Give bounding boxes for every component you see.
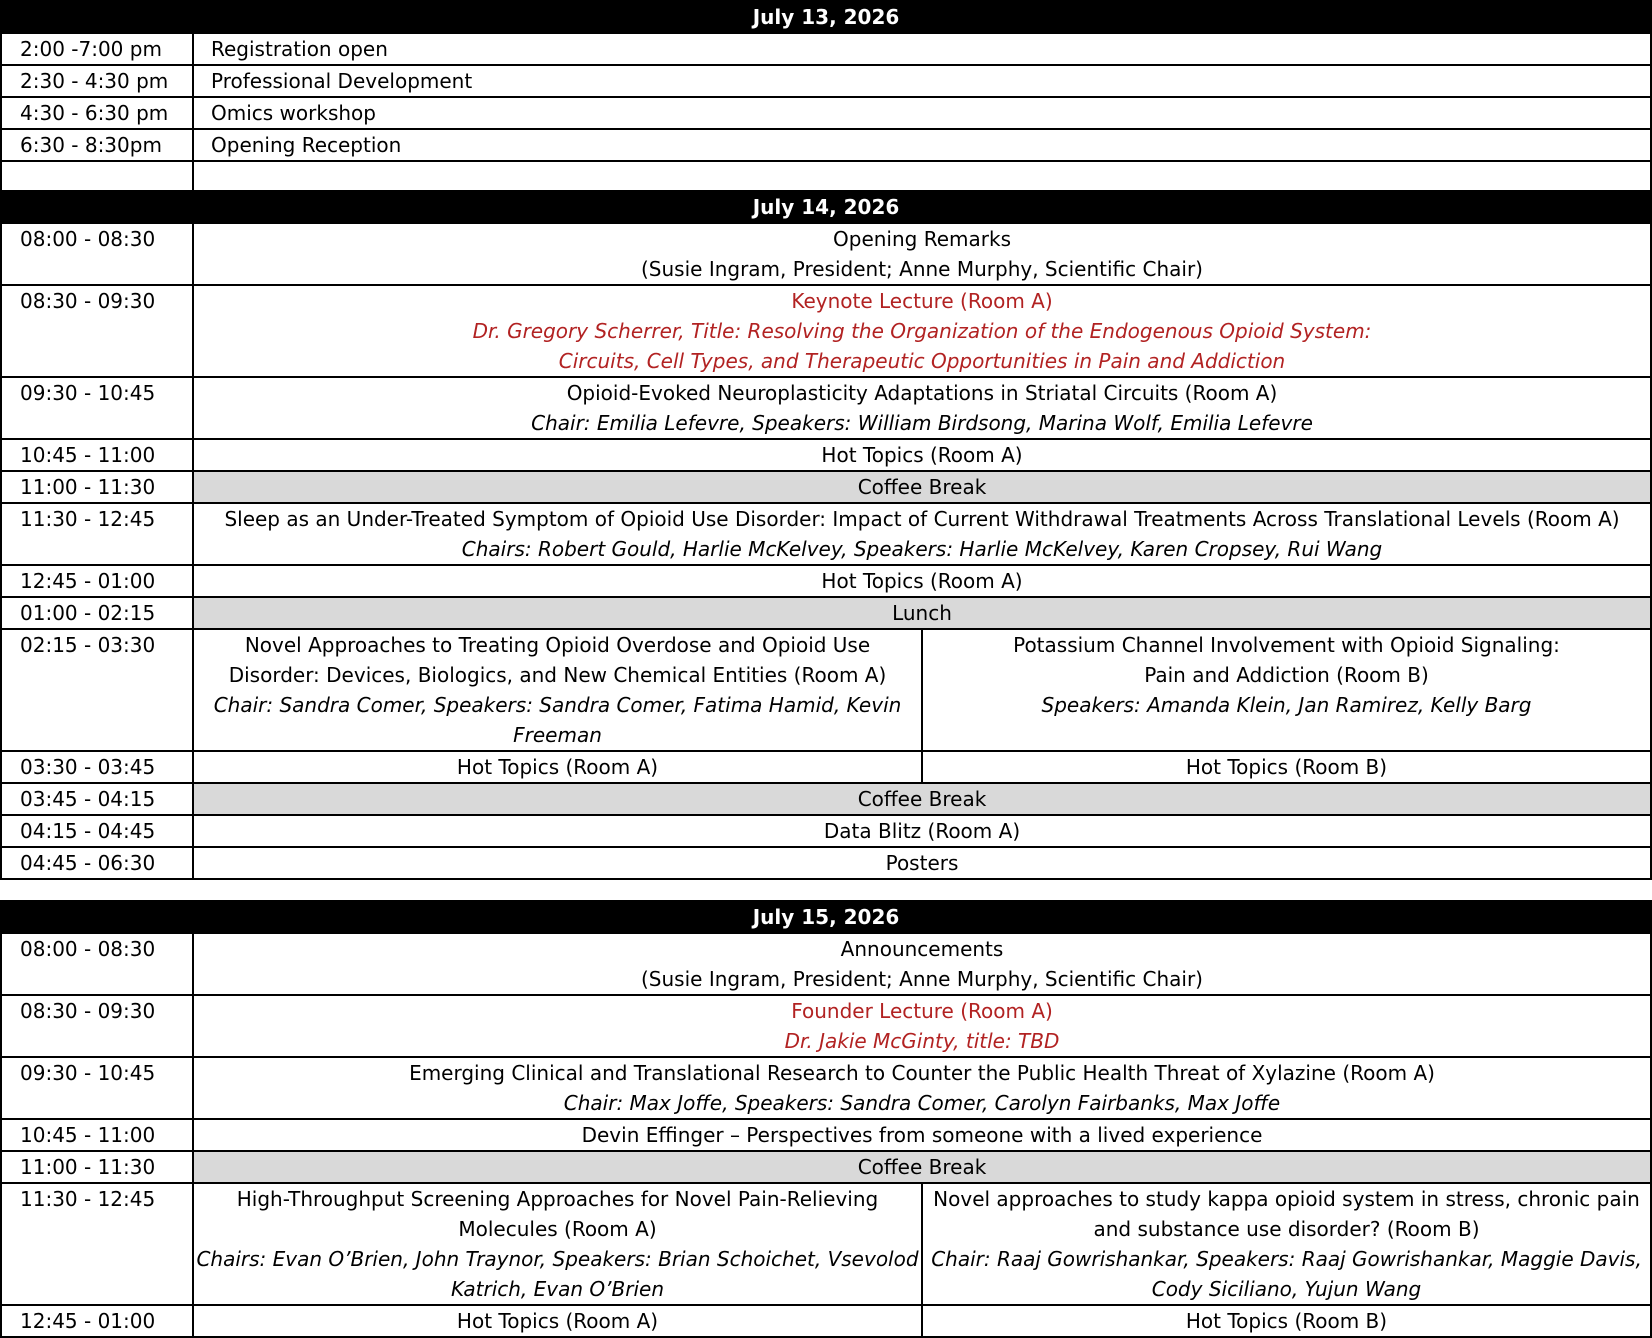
session-detail: Dr. Jakie McGinty, title: TBD (784, 1029, 1060, 1053)
session-detail: Chair: Raaj Gowrishankar, Speakers: Raaj Gowrishankar, Maggie Davis, Cody Siciliano, Yujun Wang (931, 1247, 1642, 1301)
session-cell-room-b (922, 629, 1651, 751)
session-cell (193, 1057, 1651, 1119)
time-cell: 11:00 - 11:30 (1, 471, 193, 503)
session-title: Molecules (Room A) (458, 1217, 657, 1241)
session-title: Sleep as an Under-Treated Symptom of Opioid Use Disorder: Impact of Current Withdrawal Treatments Across Translational Levels (Room A) (224, 507, 1620, 531)
session-title: Opioid-Evoked Neuroplasticity Adaptations in Striatal Circuits (Room A) (566, 381, 1278, 405)
session-title: Announcements (840, 937, 1004, 961)
session-detail: Speakers: Amanda Klein, Jan Ramirez, Kelly Barg (1041, 693, 1532, 717)
time-cell: 4:30 - 6:30 pm (1, 97, 193, 129)
keynote-cell (193, 285, 1651, 377)
day-header: July 13, 2026 (1, 1, 1651, 33)
session-cell (193, 223, 1651, 285)
session-detail: (Susie Ingram, President; Anne Murphy, Scientific Chair) (641, 967, 1203, 991)
time-cell: 11:00 - 11:30 (1, 1151, 193, 1183)
session-detail: Chair: Sandra Comer, Speakers: Sandra Comer, Fatima Hamid, Kevin Freeman (213, 693, 902, 747)
break-cell: Coffee Break (193, 471, 1651, 503)
day-table-july-13 (0, 0, 1652, 192)
time-cell: 03:30 - 03:45 (1, 751, 193, 783)
session-detail: Chairs: Robert Gould, Harlie McKelvey, Speakers: Harlie McKelvey, Karen Cropsey, Rui Wang (461, 537, 1383, 561)
empty-cell (1, 161, 193, 191)
session-cell: Hot Topics (Room A) (193, 439, 1651, 471)
session-cell-room-b: Hot Topics (Room B) (922, 751, 1651, 783)
time-cell: 08:30 - 09:30 (1, 285, 193, 377)
time-cell: 6:30 - 8:30pm (1, 129, 193, 161)
session-title: Keynote Lecture (Room A) (791, 289, 1053, 313)
session-cell: Posters (193, 847, 1651, 879)
time-cell: 11:30 - 12:45 (1, 1183, 193, 1305)
session-detail: Chair: Max Joffe, Speakers: Sandra Comer, Carolyn Fairbanks, Max Joffe (563, 1091, 1281, 1115)
session-title: Opening Remarks (833, 227, 1011, 251)
session-title: Novel approaches to study kappa opioid system in stress, chronic pain (933, 1187, 1640, 1211)
session-detail: (Susie Ingram, President; Anne Murphy, Scientific Chair) (641, 257, 1203, 281)
session-title: Founder Lecture (Room A) (791, 999, 1053, 1023)
session-title: Disorder: Devices, Biologics, and New Chemical Entities (Room A) (228, 663, 887, 687)
break-cell: Coffee Break (193, 1151, 1651, 1183)
session-cell (193, 933, 1651, 995)
session-title: Pain and Addiction (Room B) (1144, 663, 1429, 687)
session-detail: Circuits, Cell Types, and Therapeutic Opportunities in Pain and Addiction (558, 349, 1286, 373)
time-cell: 09:30 - 10:45 (1, 1057, 193, 1119)
time-cell: 03:45 - 04:15 (1, 783, 193, 815)
time-cell: 04:15 - 04:45 (1, 815, 193, 847)
session-cell-room-b: Hot Topics (Room B) (922, 1305, 1651, 1337)
keynote-cell (193, 995, 1651, 1057)
time-cell: 09:30 - 10:45 (1, 377, 193, 439)
time-cell: 12:45 - 01:00 (1, 1305, 193, 1337)
session-cell-room-a (193, 629, 922, 751)
session-cell: Opening Reception (193, 129, 1651, 161)
break-cell: Lunch (193, 597, 1651, 629)
session-cell-room-a (193, 1183, 922, 1305)
time-cell: 02:15 - 03:30 (1, 629, 193, 751)
session-cell: Devin Effinger – Perspectives from someone with a lived experience (193, 1119, 1651, 1151)
session-title: Emerging Clinical and Translational Research to Counter the Public Health Threat of Xylazine (Room A) (409, 1061, 1435, 1085)
time-cell: 12:45 - 01:00 (1, 565, 193, 597)
session-cell-room-a: Hot Topics (Room A) (193, 1305, 922, 1337)
session-detail: Dr. Gregory Scherrer, Title: Resolving the Organization of the Endogenous Opioid System: (472, 319, 1372, 343)
time-cell: 08:30 - 09:30 (1, 995, 193, 1057)
session-cell-room-a: Hot Topics (Room A) (193, 751, 922, 783)
time-cell: 10:45 - 11:00 (1, 1119, 193, 1151)
session-cell (193, 377, 1651, 439)
session-cell (193, 503, 1651, 565)
day-header: July 15, 2026 (1, 901, 1651, 933)
session-cell-room-b (922, 1183, 1651, 1305)
time-cell: 08:00 - 08:30 (1, 223, 193, 285)
day-header: July 14, 2026 (1, 191, 1651, 223)
session-title: and substance use disorder? (Room B) (1093, 1217, 1480, 1241)
day-table-july-14 (0, 190, 1652, 880)
empty-cell (193, 161, 1651, 191)
time-cell: 08:00 - 08:30 (1, 933, 193, 995)
session-cell: Hot Topics (Room A) (193, 565, 1651, 597)
time-cell: 10:45 - 11:00 (1, 439, 193, 471)
break-cell: Coffee Break (193, 783, 1651, 815)
time-cell: 04:45 - 06:30 (1, 847, 193, 879)
session-cell: Omics workshop (193, 97, 1651, 129)
session-detail: Chair: Emilia Lefevre, Speakers: William Birdsong, Marina Wolf, Emilia Lefevre (531, 411, 1313, 435)
session-cell: Data Blitz (Room A) (193, 815, 1651, 847)
session-title: Novel Approaches to Treating Opioid Overdose and Opioid Use (244, 633, 871, 657)
session-detail: Chairs: Evan O’Brien, John Traynor, Speakers: Brian Schoichet, Vsevolod Katrich, Evan O’Brien (196, 1247, 919, 1301)
session-title: High-Throughput Screening Approaches for Novel Pain-Relieving (236, 1187, 879, 1211)
time-cell: 2:30 - 4:30 pm (1, 65, 193, 97)
time-cell: 2:00 -7:00 pm (1, 33, 193, 65)
day-table-july-15 (0, 900, 1652, 1338)
session-title: Potassium Channel Involvement with Opioid Signaling: (1013, 633, 1560, 657)
session-cell: Registration open (193, 33, 1651, 65)
time-cell: 01:00 - 02:15 (1, 597, 193, 629)
session-cell: Professional Development (193, 65, 1651, 97)
time-cell: 11:30 - 12:45 (1, 503, 193, 565)
